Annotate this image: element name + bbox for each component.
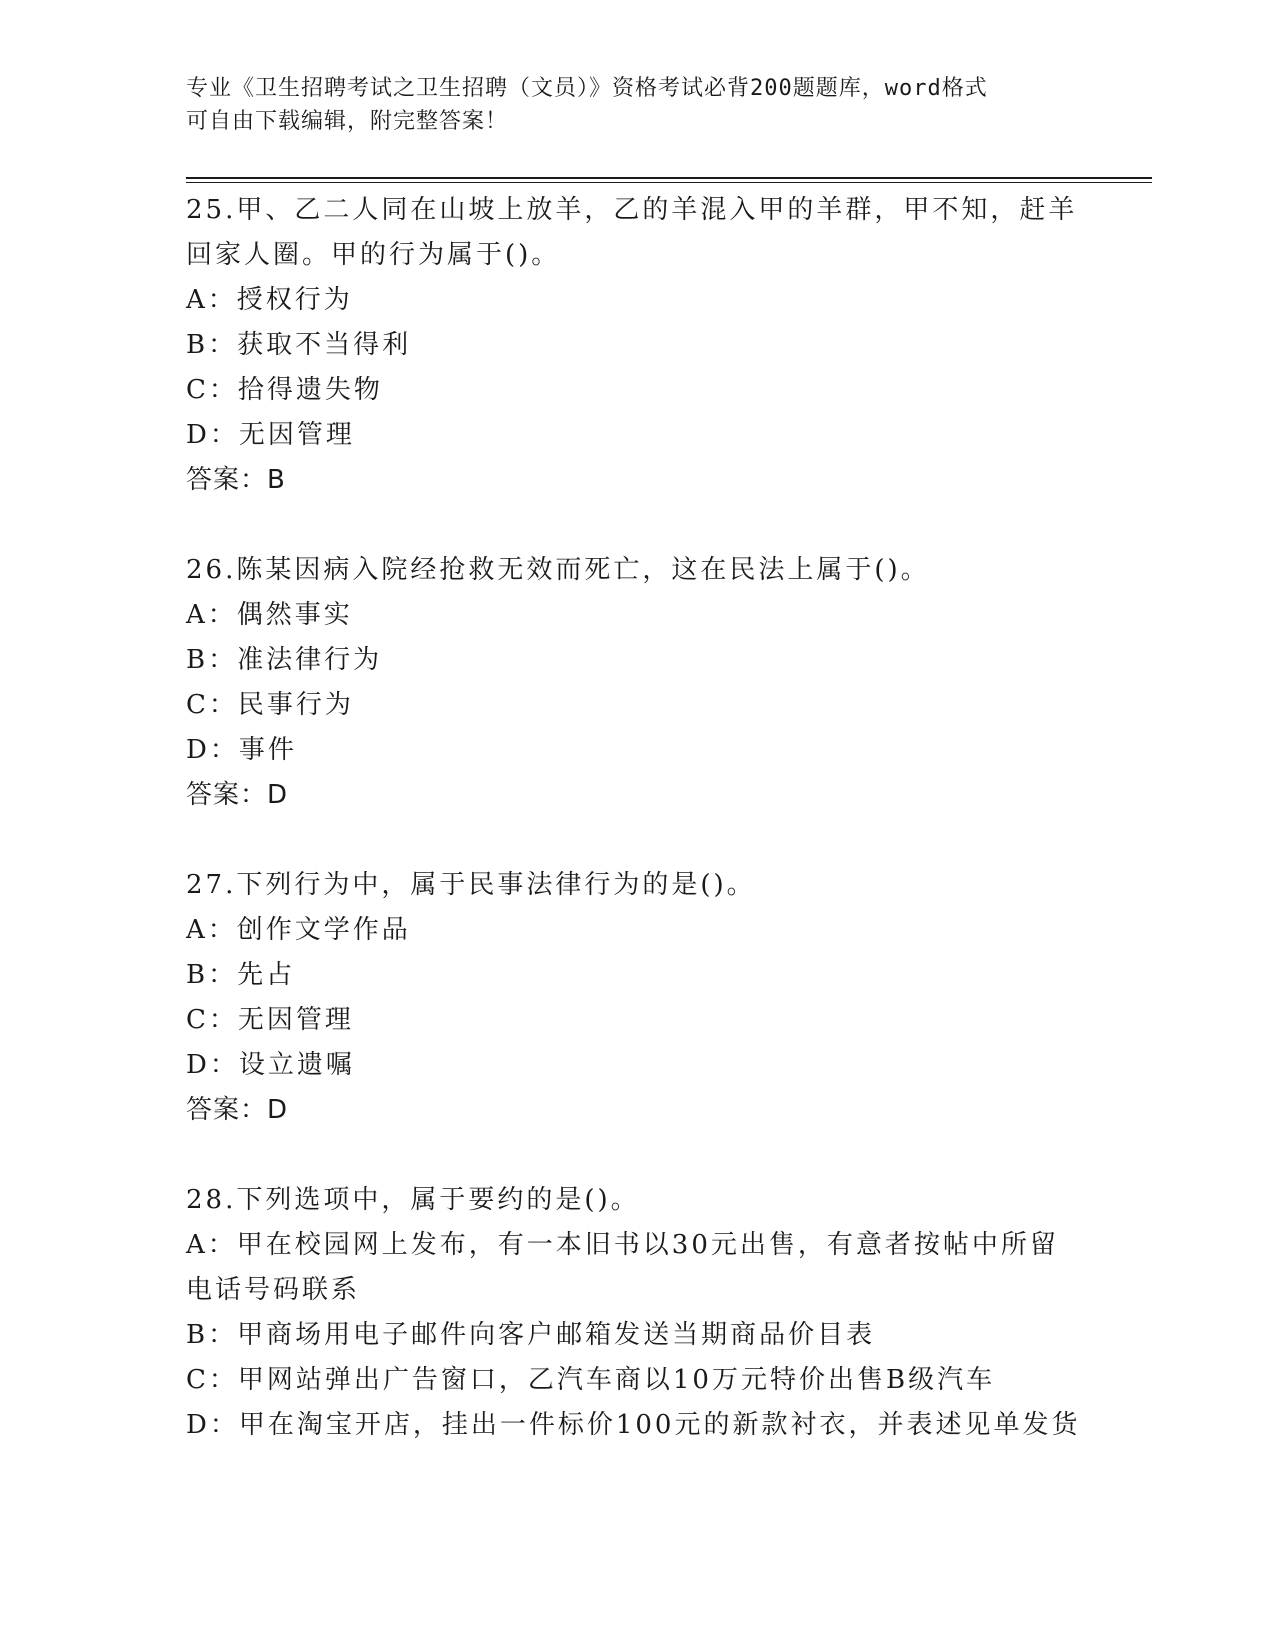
option-b: B：准法律行为 (186, 645, 383, 675)
question-list (186, 188, 1086, 1448)
question-25 (186, 188, 1086, 503)
question-26 (186, 548, 1086, 818)
option-d: D：无因管理 (186, 420, 355, 450)
option-a: A：授权行为 (186, 285, 353, 315)
document-header (186, 72, 1066, 138)
question-stem: 28.下列选项中，属于要约的是()。 (186, 1185, 640, 1215)
option-d: D：甲在淘宝开店，挂出一件标价100元的新款衬衣，并表述见单发货 (186, 1410, 1081, 1440)
option-a: A：创作文学作品 (186, 915, 411, 945)
header-line-2: 可自由下载编辑，附完整答案！ (186, 109, 509, 134)
option-c: C：甲网站弹出广告窗口，乙汽车商以10万元特价出售B级汽车 (186, 1365, 996, 1395)
header-line-1: 专业《卫生招聘考试之卫生招聘（文员）》资格考试必背200题题库，word格式 (186, 76, 988, 101)
answer: 答案：D (186, 780, 289, 810)
header-divider-thick (186, 177, 1152, 179)
option-c: C：无因管理 (186, 1005, 354, 1035)
option-b: B：获取不当得利 (186, 330, 412, 360)
option-d: D：设立遗嘱 (186, 1050, 355, 1080)
question-27 (186, 863, 1086, 1133)
option-b: B：甲商场用电子邮件向客户邮箱发送当期商品价目表 (186, 1320, 876, 1350)
option-c: C：拾得遗失物 (186, 375, 383, 405)
question-28 (186, 1178, 1086, 1448)
header-divider-thin (186, 182, 1152, 183)
option-a: A：偶然事实 (186, 600, 353, 630)
question-stem: 25.甲、乙二人同在山坡上放羊，乙的羊混入甲的羊群，甲不知，赶羊回家人圈。甲的行为属于()。 (186, 195, 1078, 270)
answer: 答案：D (186, 1095, 289, 1125)
option-b: B：先占 (186, 960, 296, 990)
option-c: C：民事行为 (186, 690, 354, 720)
question-stem: 26.陈某因病入院经抢救无效而死亡，这在民法上属于()。 (186, 555, 930, 585)
question-stem: 27.下列行为中，属于民事法律行为的是()。 (186, 870, 756, 900)
option-a: A：甲在校园网上发布，有一本旧书以30元出售，有意者按帖中所留电话号码联系 (186, 1230, 1059, 1305)
option-d: D：事件 (186, 735, 297, 765)
answer: 答案：B (186, 465, 286, 495)
